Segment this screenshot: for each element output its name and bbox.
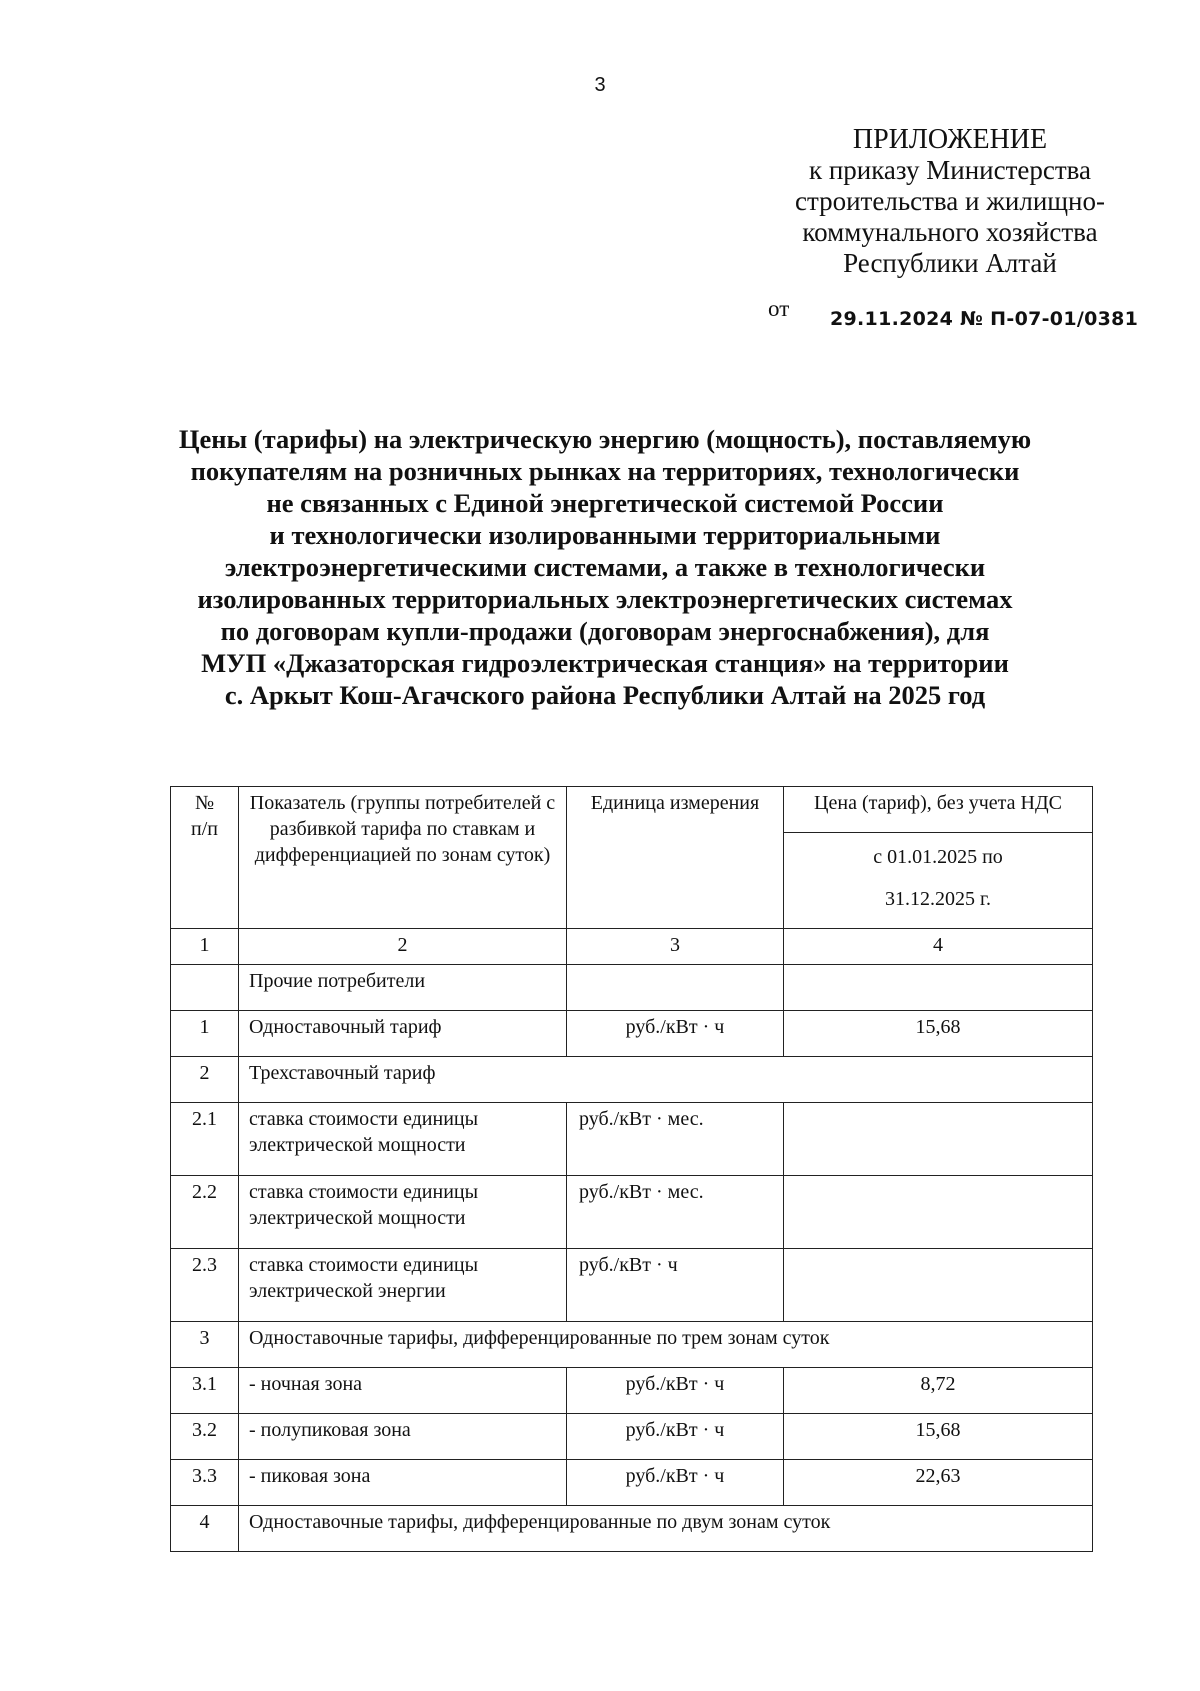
title-line: и технологически изолированными территориальными bbox=[269, 520, 941, 550]
header-row bbox=[171, 787, 1093, 833]
header-price: Цена (тариф), без учета НДС bbox=[784, 787, 1093, 833]
row-indicator: - полупиковая зона bbox=[239, 1414, 567, 1460]
row-price bbox=[784, 965, 1093, 1011]
date-prefix: от bbox=[768, 296, 790, 321]
table-row bbox=[171, 1103, 1093, 1176]
table-row bbox=[171, 1322, 1093, 1368]
row-number: 2.2 bbox=[171, 1176, 239, 1249]
column-number: 2 bbox=[239, 929, 567, 965]
row-number: 3 bbox=[171, 1322, 239, 1368]
table-row bbox=[171, 1011, 1093, 1057]
title-line: с. Аркыт Кош-Агачского района Республики Алтай на 2025 год bbox=[224, 680, 986, 710]
row-number: 3.2 bbox=[171, 1414, 239, 1460]
row-number: 2.3 bbox=[171, 1249, 239, 1322]
table-row bbox=[171, 1414, 1093, 1460]
header-indicator: Показатель (группы потребителей с разбивкой тарифа по ставкам и дифференциацией по зонам суток) bbox=[239, 787, 567, 929]
appendix-line: Республики Алтай bbox=[843, 248, 1057, 278]
table-row bbox=[171, 1249, 1093, 1322]
row-price bbox=[784, 1176, 1093, 1249]
title-line: изолированных территориальных электроэнергетических системах bbox=[197, 584, 1013, 614]
row-unit: руб./кВт · ч bbox=[567, 1460, 784, 1506]
title-line: электроэнергетическими системами, а также в технологически bbox=[224, 552, 986, 582]
row-unit: руб./кВт · мес. bbox=[567, 1103, 784, 1176]
appendix-line: к приказу Министерства bbox=[808, 155, 1092, 185]
period-line: с 01.01.2025 по bbox=[873, 846, 1003, 868]
row-number: 4 bbox=[171, 1506, 239, 1552]
table-row bbox=[171, 1057, 1093, 1103]
row-number: 2.1 bbox=[171, 1103, 239, 1176]
table-row bbox=[171, 1460, 1093, 1506]
row-price bbox=[784, 1249, 1093, 1322]
appendix-heading: ПРИЛОЖЕНИЕ bbox=[852, 124, 1048, 155]
row-price: 15,68 bbox=[784, 1414, 1093, 1460]
row-unit: руб./кВт · ч bbox=[567, 1368, 784, 1414]
column-number-row bbox=[171, 929, 1093, 965]
row-number: 3.3 bbox=[171, 1460, 239, 1506]
document-title bbox=[150, 423, 1060, 711]
row-indicator: - пиковая зона bbox=[239, 1460, 567, 1506]
table-row bbox=[171, 965, 1093, 1011]
row-indicator: Одноставочные тарифы, дифференцированные по двум зонам суток bbox=[239, 1506, 1093, 1552]
header-num: № п/п bbox=[171, 787, 239, 929]
row-unit: руб./кВт · мес. bbox=[567, 1176, 784, 1249]
row-indicator: - ночная зона bbox=[239, 1368, 567, 1414]
row-number: 3.1 bbox=[171, 1368, 239, 1414]
header-period bbox=[784, 833, 1093, 929]
appendix-line: коммунального хозяйства bbox=[802, 217, 1098, 247]
title-line: Цены (тарифы) на электрическую энергию (мощность), поставляемую bbox=[178, 424, 1032, 454]
order-date-number: 29.11.2024 № П-07-01/0381 bbox=[830, 308, 1139, 330]
row-indicator: Одноставочный тариф bbox=[239, 1011, 567, 1057]
row-unit: руб./кВт · ч bbox=[567, 1011, 784, 1057]
table-row bbox=[171, 1176, 1093, 1249]
table-row bbox=[171, 1368, 1093, 1414]
row-price bbox=[784, 1103, 1093, 1176]
appendix-block bbox=[780, 124, 1120, 279]
title-line: покупателям на розничных рынках на территориях, технологически bbox=[190, 456, 1020, 486]
row-number: 1 bbox=[171, 1011, 239, 1057]
row-price: 8,72 bbox=[784, 1368, 1093, 1414]
row-indicator: Одноставочные тарифы, дифференцированные по трем зонам суток bbox=[239, 1322, 1093, 1368]
row-indicator: Прочие потребители bbox=[239, 965, 567, 1011]
title-line: МУП «Джазаторская гидроэлектрическая станция» на территории bbox=[201, 648, 1009, 678]
row-number: 2 bbox=[171, 1057, 239, 1103]
column-number: 3 bbox=[567, 929, 784, 965]
row-unit bbox=[567, 965, 784, 1011]
column-number: 1 bbox=[171, 929, 239, 965]
tariff-table bbox=[170, 786, 1093, 1552]
title-line: по договорам купли-продажи (договорам энергоснабжения), для bbox=[220, 616, 990, 646]
column-number: 4 bbox=[784, 929, 1093, 965]
row-indicator: ставка стоимости единицы электрической энергии bbox=[239, 1249, 567, 1322]
row-number bbox=[171, 965, 239, 1011]
row-price: 22,63 bbox=[784, 1460, 1093, 1506]
row-unit: руб./кВт · ч bbox=[567, 1414, 784, 1460]
title-line: не связанных с Единой энергетической системой России bbox=[266, 488, 944, 518]
row-indicator: ставка стоимости единицы электрической мощности bbox=[239, 1103, 567, 1176]
appendix-line: строительства и жилищно- bbox=[795, 186, 1105, 216]
period-line: 31.12.2025 г. bbox=[885, 888, 991, 910]
row-indicator: Трехставочный тариф bbox=[239, 1057, 1093, 1103]
row-indicator: ставка стоимости единицы электрической мощности bbox=[239, 1176, 567, 1249]
table-row bbox=[171, 1506, 1093, 1552]
page-number: 3 bbox=[594, 74, 606, 96]
row-unit: руб./кВт · ч bbox=[567, 1249, 784, 1322]
header-unit: Единица измерения bbox=[567, 787, 784, 929]
row-price: 15,68 bbox=[784, 1011, 1093, 1057]
